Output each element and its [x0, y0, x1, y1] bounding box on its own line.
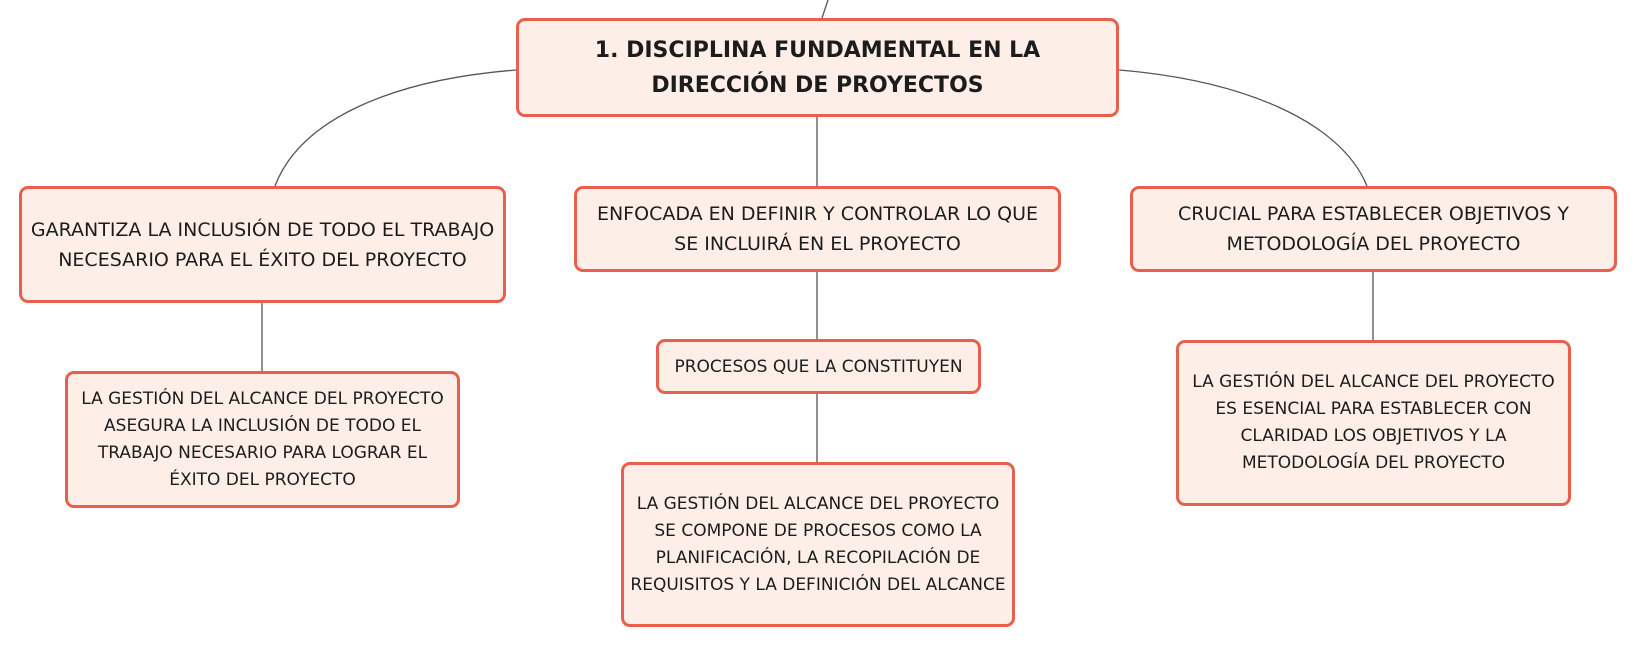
root-topic-label: 1. DISCIPLINA FUNDAMENTAL EN LA DIRECCIÓN DE PROYECTOS	[594, 37, 1041, 98]
subtopic-node-right[interactable]	[1176, 340, 1571, 506]
subtopic-node-left[interactable]	[65, 371, 460, 508]
branch-label-center: ENFOCADA EN DEFINIR Y CONTROLAR LO QUE SE INCLUIRÁ EN EL PROYECTO	[596, 203, 1039, 255]
subtopic-label-left: LA GESTIÓN DEL ALCANCE DEL PROYECTO ASEGURA LA INCLUSIÓN DE TODO EL TRABAJO NECESARIO PARA LOGRAR EL ÉXITO DEL PROYECTO	[81, 388, 444, 490]
processes-label: PROCESOS QUE LA CONSTITUYEN	[674, 356, 963, 377]
branch-node-center[interactable]	[574, 186, 1061, 272]
root-topic-node[interactable]	[516, 18, 1119, 117]
subtopic-label-center: LA GESTIÓN DEL ALCANCE DEL PROYECTO SE COMPONE DE PROCESOS COMO LA PLANIFICACIÓN, LA RECOPILACIÓN DE REQUISITOS Y LA DEFINICIÓN DEL ALCANCE	[630, 493, 1006, 595]
branch-label-left: GARANTIZA LA INCLUSIÓN DE TODO EL TRABAJO NECESARIO PARA EL ÉXITO DEL PROYECTO	[30, 218, 495, 271]
branch-node-left[interactable]	[19, 186, 506, 303]
connector-root-to-right	[1119, 70, 1367, 186]
connector-incoming-top	[822, 0, 828, 18]
subtopic-node-center[interactable]	[621, 462, 1015, 627]
branch-label-right: CRUCIAL PARA ESTABLECER OBJETIVOS Y METODOLOGÍA DEL PROYECTO	[1177, 203, 1570, 255]
processes-node[interactable]	[656, 339, 981, 394]
branch-node-right[interactable]	[1130, 186, 1617, 272]
connector-root-to-left	[275, 70, 516, 186]
subtopic-label-right: LA GESTIÓN DEL ALCANCE DEL PROYECTO ES ESENCIAL PARA ESTABLECER CON CLARIDAD LOS OBJETIVOS Y LA METODOLOGÍA DEL PROYECTO	[1192, 372, 1555, 473]
